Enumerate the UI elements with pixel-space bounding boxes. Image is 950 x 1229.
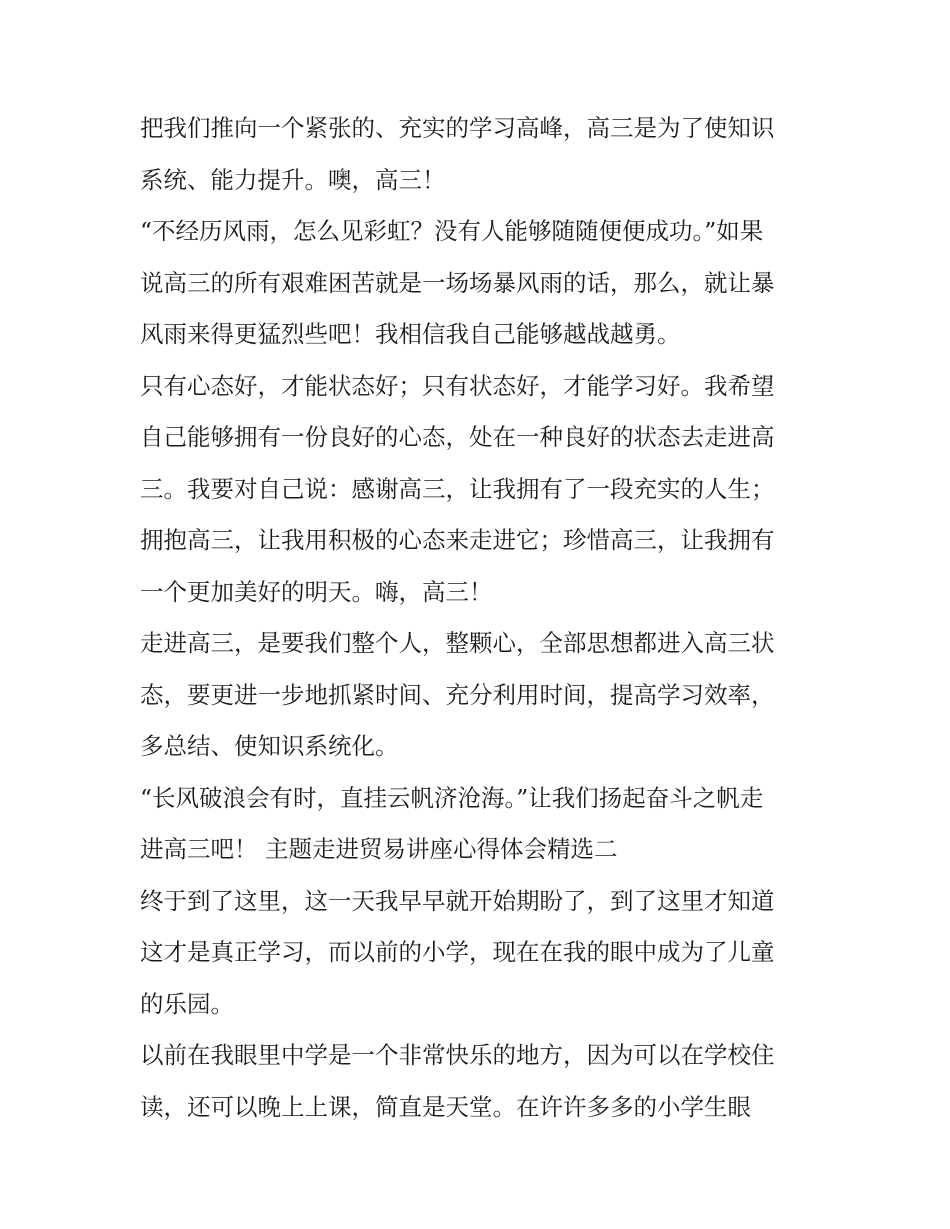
document-body	[140, 103, 820, 1133]
text-line: “不经历风雨，怎么见彩虹？没有人能够随随便便成功。”如果	[140, 217, 764, 245]
text-line: 多总结、使知识系统化。	[140, 732, 399, 760]
text-line: 三。我要对自己说：感谢高三，让我拥有了一段充实的人生；	[140, 474, 775, 503]
text-line: 系统、能力提升。噢，高三！	[140, 165, 446, 194]
text-line: 以前在我眼里中学是一个非常快乐的地方，因为可以在学校住	[140, 1041, 775, 1069]
text-line: 读，还可以晚上上课，简直是天堂。在许许多多的小学生眼	[140, 1092, 751, 1121]
text-line: 这才是真正学习，而以前的小学，现在在我的眼中成为了儿童	[140, 938, 775, 966]
text-line: 态，要更进一步地抓紧时间、充分利用时间，提高学习效率，	[140, 680, 775, 709]
text-line: 说高三的所有艰难困苦就是一场场暴风雨的话，那么，就让暴	[140, 268, 775, 297]
text-line: 自己能够拥有一份良好的心态，处在一种良好的状态去走进高	[140, 423, 775, 451]
text-line: 只有心态好，才能状态好；只有状态好，才能学习好。我希望	[140, 371, 775, 400]
text-line: “长风破浪会有时，直挂云帆济沧海。”让我们扬起奋斗之帆走	[140, 783, 764, 812]
text-line: 的乐园。	[140, 989, 234, 1018]
text-line: 风雨来得更猛烈些吧！我相信我自己能够越战越勇。	[140, 320, 681, 348]
text-line: 走进高三，是要我们整个人，整颗心，全部思想都进入高三状	[140, 629, 775, 657]
text-line: 拥抱高三，让我用积极的心态来走进它；珍惜高三，让我拥有	[140, 526, 775, 554]
text-line: 进高三吧！ 主题走进贸易讲座心得体会精选二	[140, 835, 618, 863]
text-line: 终于到了这里，这一天我早早就开始期盼了，到了这里才知道	[140, 886, 775, 915]
text-line: 把我们推向一个紧张的、充实的学习高峰，高三是为了使知识	[140, 114, 775, 142]
text-line: 一个更加美好的明天。嗨，高三！	[140, 577, 493, 606]
